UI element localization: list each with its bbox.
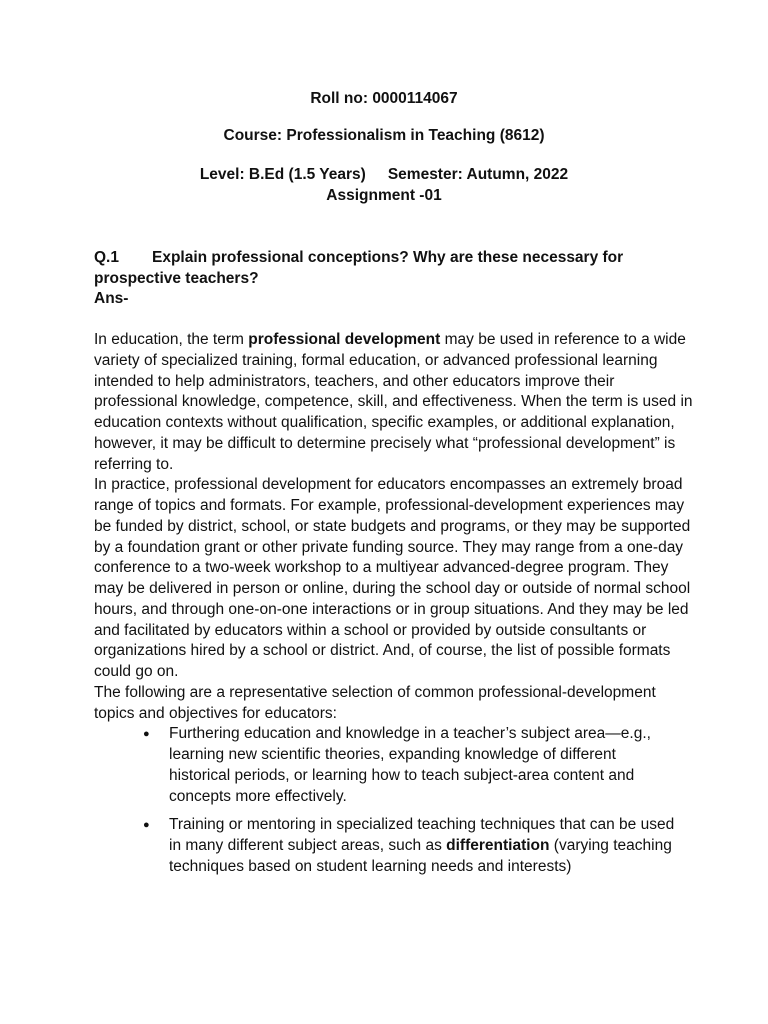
assignment-number: Assignment -01: [326, 187, 442, 204]
list-item: [143, 815, 677, 877]
topics-list: [94, 724, 694, 877]
course-title: Course: Professionalism in Teaching (8612): [223, 127, 545, 144]
term-differentiation: differentiation: [446, 837, 550, 854]
answer-label: Ans-: [94, 290, 129, 308]
paragraph-1: [94, 330, 694, 475]
list-item-text-rest: (varying teaching techniques based on student learning needs and interests): [169, 837, 672, 875]
level-semester-line: [0, 165, 768, 185]
paragraph-1-start: In education, the term: [94, 331, 249, 348]
semester-text: Semester: Autumn, 2022: [387, 166, 569, 183]
list-item: [143, 724, 677, 807]
question-text: Explain professional conceptions? Why are these necessary for prospective teachers?: [94, 249, 624, 287]
roll-number: Roll no: 0000114067: [310, 90, 458, 107]
paragraph-1-rest: may be used in reference to a wide variety of specialized training, formal education, or advanced professional learning intended to help administrators, teachers, and other educators improve their professional knowledge, competence, skill, and effectiveness. When the term is used in education contexts without qualification, specific examples, or additional explanation, however, it may be difficult to determine precisely what “professional development” is referring to.: [94, 331, 693, 473]
paragraph-3: The following are a representative selection of common professional-development topics and objectives for educators:: [94, 683, 656, 722]
list-item-text-start: Training or mentoring in specialized teaching techniques that can be used in many different subject areas, such as: [169, 816, 675, 854]
question-number: Q.1: [94, 249, 119, 266]
term-professional-development: professional development: [248, 331, 441, 348]
answer-body: [94, 330, 694, 878]
level-text: Level: B.Ed (1.5 Years): [199, 166, 366, 183]
bullet-icon: ●: [143, 728, 150, 741]
bullet-icon: ●: [143, 819, 150, 832]
paragraph-2: In practice, professional development for educators encompasses an extremely broad range of topics and formats. For example, professional-development experiences may be funded by district, school, or state budgets and programs, or they may be supported by a foundation grant or other private funding source. They may range from a one-day conference to a two-week workshop to a multiyear advanced-degree program. They may be delivered in person or online, during the school day or outside of normal school hours, and through one-on-one interactions or in group situations. And they may be led and facilitated by educators within a school or provided by outside consultants or organizations hired by a school or district. And, of course, the list of possible formats could go on.: [94, 476, 691, 680]
question-line: [94, 248, 694, 289]
question-block: [94, 248, 694, 310]
list-item-text: Furthering education and knowledge in a teacher’s subject area—e.g., learning new scientific theories, expanding knowledge of different historical periods, or learning how to teach subject-area content and concepts more effectively.: [169, 725, 651, 805]
